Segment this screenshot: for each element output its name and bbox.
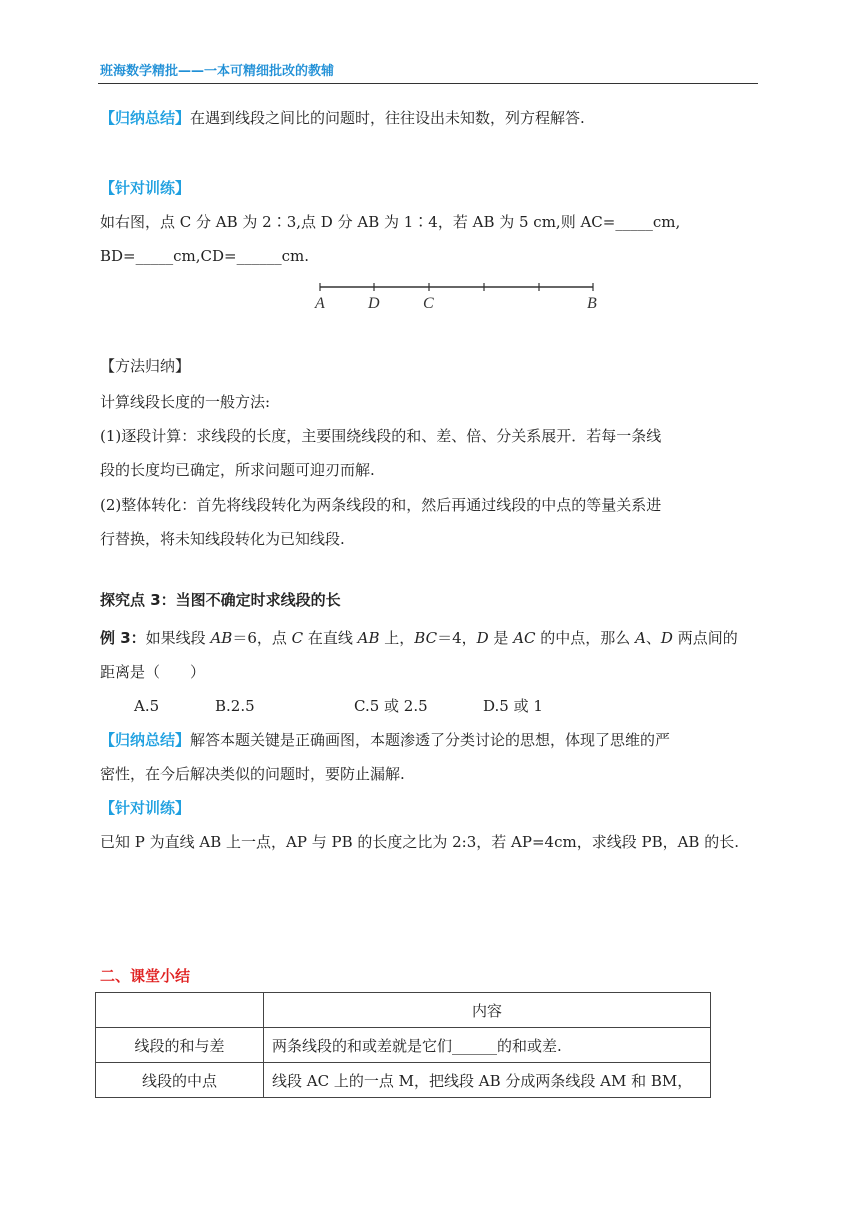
example3-var: BC — [414, 629, 438, 647]
practice-tag: 【针对训练】 — [100, 179, 191, 197]
option-a: A.5 — [134, 697, 160, 715]
example3-line2: 距离是（ ） — [100, 663, 206, 681]
summary-text: 在遇到线段之间比的问题时，往往设出未知数，列方程解答. — [190, 109, 585, 127]
practice-question-line2: BD=_____cm,CD=______cm. — [100, 247, 309, 265]
example3-text: 在直线 — [303, 629, 358, 647]
example3-var: A — [635, 629, 646, 647]
method-tag: 【方法归纳】 — [100, 357, 191, 375]
practice2-question: 已知 P 为直线 AB 上一点，AP 与 PB 的长度之比为 2:3，若 AP=4cm，求线段 PB，AB 的长. — [100, 833, 739, 851]
summary-table — [95, 992, 711, 1098]
option-b: B.2.5 — [215, 697, 255, 715]
label-c: C — [423, 295, 434, 312]
table-row — [96, 1028, 711, 1063]
label-d: D — [368, 295, 380, 312]
example3-text: 上， — [379, 629, 415, 647]
table-cell: 线段 AC 上的一点 M，把线段 AB 分成两条线段 AM 和 BM， — [264, 1063, 711, 1098]
table-header-cell — [96, 993, 264, 1028]
method-p2-line2: 行替换，将未知线段转化为已知线段. — [100, 530, 345, 548]
section3-title: 探究点 3：当图不确定时求线段的长 — [100, 591, 341, 609]
option-d: D.5 或 1 — [483, 697, 543, 715]
example3-text: 、 — [645, 629, 661, 647]
method-p2-line1: (2)整体转化：首先将线段转化为两条线段的和，然后再通过线段的中点的等量关系进 — [100, 496, 662, 514]
example3-var: D — [476, 629, 489, 647]
example3-var: AB — [357, 629, 380, 647]
example3-label: 例 3： — [100, 629, 146, 647]
summary2-line1 — [100, 730, 670, 750]
example3-line1 — [100, 628, 738, 648]
table-header-cell: 内容 — [264, 993, 711, 1028]
example3-var: C — [291, 629, 304, 647]
page-header-title: 班海数学精批——一本可精细批改的教辅 — [100, 64, 335, 79]
example3-var: D — [660, 629, 673, 647]
method-p1-line1: (1)逐段计算：求线段的长度，主要围绕线段的和、差、倍、分关系展开．若每一条线 — [100, 427, 662, 445]
method-intro: 计算线段长度的一般方法: — [100, 393, 271, 411]
example3-text: ＝6，点 — [232, 629, 292, 647]
table-cell: 线段的和与差 — [96, 1028, 264, 1063]
option-c: C.5 或 2.5 — [354, 697, 428, 715]
summary2-line2: 密性，在今后解决类似的问题时，要防止漏解. — [100, 765, 405, 783]
example3-text: 的中点，那么 — [535, 629, 636, 647]
example3-var: AB — [210, 629, 233, 647]
summary-tag: 【归纳总结】 — [100, 109, 191, 127]
practice-question-line1: 如右图，点 C 分 AB 为 2∶3,点 D 分 AB 为 1∶4，若 AB 为 5 cm,则 AC=_____cm, — [100, 213, 681, 231]
table-cell: 线段的中点 — [96, 1063, 264, 1098]
segment-figure — [300, 276, 610, 316]
example3-text: 如果线段 — [145, 629, 211, 647]
example3-text: 两点间的 — [672, 629, 738, 647]
table-header-row — [96, 993, 711, 1028]
method-p1-line2: 段的长度均已确定，所求问题可迎刃而解. — [100, 461, 375, 479]
summary2-tag: 【归纳总结】 — [100, 731, 191, 749]
example3-text: ＝4， — [437, 629, 477, 647]
label-a: A — [315, 295, 325, 312]
example3-var: AC — [513, 629, 536, 647]
example3-text: 是 — [488, 629, 514, 647]
table-row — [96, 1063, 711, 1098]
practice2-tag: 【针对训练】 — [100, 799, 191, 817]
header-divider — [98, 83, 758, 84]
section2-title: 二、课堂小结 — [100, 967, 191, 985]
summary-paragraph-1 — [100, 108, 585, 128]
label-b: B — [587, 295, 597, 312]
summary2-text: 解答本题关键是正确画图，本题渗透了分类讨论的思想，体现了思维的严 — [190, 731, 671, 749]
table-cell: 两条线段的和或差就是它们______的和或差. — [264, 1028, 711, 1063]
